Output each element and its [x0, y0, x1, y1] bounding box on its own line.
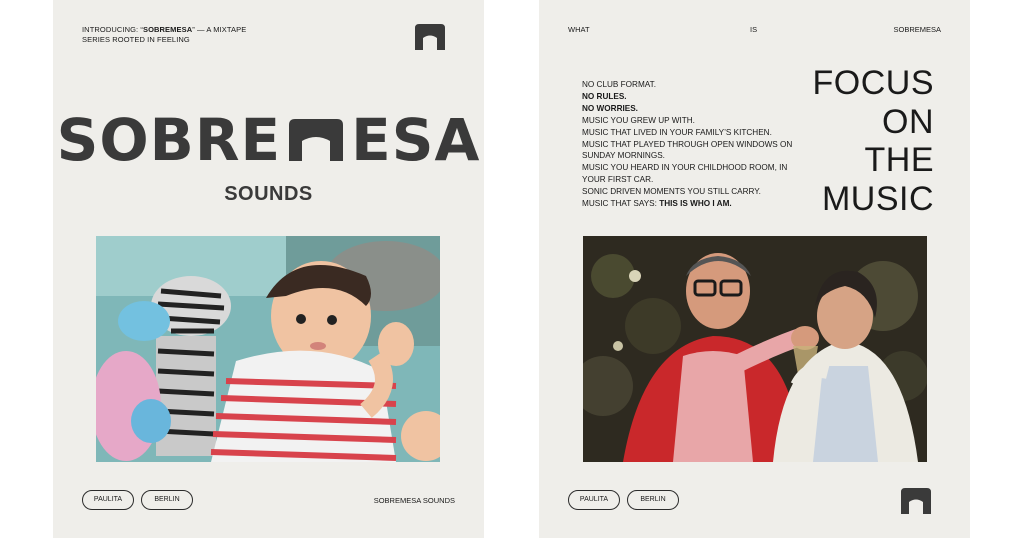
top-word-what: WHAT — [568, 25, 590, 34]
focus-on-the-music-heading — [813, 64, 935, 218]
manifesto-line: NO RULES. — [582, 91, 627, 101]
manifesto-line: NO WORRIES. — [582, 103, 638, 113]
table-logo-icon — [899, 486, 933, 516]
footer-title: SOBREMESA SOUNDS — [373, 496, 455, 505]
pill-paulita[interactable]: PAULITA — [568, 490, 620, 510]
manifesto-line: MUSIC YOU GREW UP WITH. — [582, 115, 695, 125]
manifesto-line-last: MUSIC THAT SAYS: THIS IS WHO I AM. — [582, 199, 732, 209]
manifesto-line: MUSIC YOU HEARD IN YOUR CHILDHOOD ROOM, IN YOUR FIRST CAR. — [582, 163, 788, 185]
top-word-sobremesa: SOBREMESA — [893, 25, 941, 34]
brand-wordmark: SOBRE ESA — [56, 106, 481, 174]
table-logo-icon — [283, 111, 349, 159]
pill-berlin[interactable]: BERLIN — [141, 490, 193, 510]
manifesto-line: MUSIC THAT PLAYED THROUGH OPEN WINDOWS ON SUNDAY MORNINGS. — [582, 139, 793, 161]
manifesto-line: SONIC DRIVEN MOMENTS YOU STILL CARRY. — [582, 187, 761, 197]
table-logo-icon — [413, 22, 447, 52]
focus-line: MUSIC — [821, 179, 934, 218]
poster-what-is-sobremesa — [539, 0, 970, 538]
focus-line: ON — [882, 102, 934, 141]
pill-paulita[interactable]: PAULITA — [82, 490, 134, 510]
pill-berlin[interactable]: BERLIN — [627, 490, 679, 510]
subtitle-sounds: SOUNDS — [224, 183, 313, 205]
focus-line: THE — [864, 141, 934, 179]
intro-text: INTRODUCING: “SOBREMESA” — A MIXTAPE SERIES ROOTED IN FEELING — [82, 25, 247, 44]
baby-with-stuffed-toys-photo — [96, 236, 440, 462]
focus-line: FOCUS — [812, 64, 934, 102]
elderly-couple-toasting-photo — [583, 236, 927, 462]
top-word-is: IS — [750, 25, 758, 34]
manifesto-text — [582, 79, 812, 210]
poster-sobremesa-sounds — [53, 0, 484, 538]
manifesto-line: MUSIC THAT LIVED IN YOUR FAMILY’S KITCHEN. — [582, 127, 772, 137]
manifesto-line: NO CLUB FORMAT. — [582, 80, 656, 89]
